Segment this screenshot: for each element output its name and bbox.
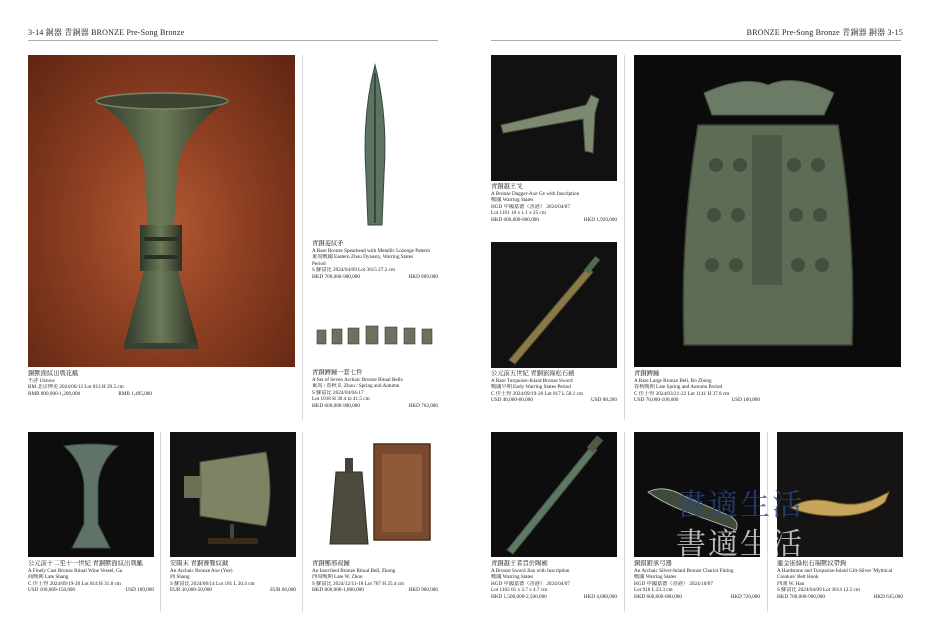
caption-gu2 xyxy=(28,560,154,594)
item-subtitle: 商晚期 Late Shang xyxy=(28,574,69,581)
caption-spearhead xyxy=(312,240,438,281)
caption-sword xyxy=(491,370,617,404)
hammer-price: EUR 66,000 xyxy=(270,587,296,594)
caption-zhong xyxy=(312,560,438,594)
column-divider xyxy=(624,55,625,420)
item-subtitle: 戰國 Warring States xyxy=(491,574,534,581)
header-rule-left xyxy=(28,40,438,41)
item-title: 青銅鄦邢叔鐘 xyxy=(312,560,350,567)
estimate: EUR 30,000-50,000 xyxy=(170,587,212,594)
caption-belt-hook xyxy=(777,560,903,601)
estimate: USD 40,000-60,000 xyxy=(491,397,533,404)
right-page-header: BRONZE Pre-Song Bronze 青銅器 銅器 3-15 xyxy=(746,28,903,37)
item-subtitle: 商 Shang xyxy=(170,574,190,581)
item-sale-info: HGD 中國嘉德（香港） 2024/10/07 xyxy=(634,580,713,587)
item-title: 青銅鎛鐘 xyxy=(634,370,660,377)
turquoise-inlaid-sword-image xyxy=(491,242,617,368)
item-sale-info: C 佳士得 2024/09/19-20 Lot 814 H 31.8 cm xyxy=(28,580,121,587)
item-subtitle: A Bronze Dagger-Axe Ge with Inscription xyxy=(491,190,580,197)
hammer-price: HKD 720,000 xyxy=(730,593,760,600)
item-subtitle: 戰國 Warring States xyxy=(491,197,534,204)
item-title: 青銅越王者旨於睗劍 xyxy=(491,560,548,567)
caption-axe xyxy=(170,560,296,594)
item-sale-info: HGD 中國嘉德（香港） 2024/04/07 xyxy=(491,203,570,210)
estimate: USD 100,000-150,000 xyxy=(28,587,76,594)
hammer-price: HKD 1,920,000 xyxy=(583,216,617,223)
caption-large-bell xyxy=(634,370,760,404)
estimate: HKD 700,000-900,000 xyxy=(777,593,825,600)
item-sale-info: BM 北京博美 2024/06/12 Lot 813 H 29.5 cm xyxy=(28,384,124,391)
hammer-price: HKD 762,000 xyxy=(408,402,438,409)
spearhead-image xyxy=(312,55,438,237)
item-title: 安陽末 青銅饕餮紋鉞 xyxy=(170,560,229,567)
item-subtitle: Period xyxy=(312,260,326,267)
item-sale-info: S 蘇富比 2024/04/09 Lot 3615 27.2 cm xyxy=(312,267,395,274)
bronze-axe-yue-image xyxy=(170,432,296,557)
item-subtitle: A Rare Turquoise-Inlaid Bronze Sword xyxy=(491,377,573,384)
item-subtitle: An Archaic Bronze Axe (Yue) xyxy=(170,567,233,574)
hammer-price: RMB 1,495,000 xyxy=(118,390,152,397)
item-sale-info: Lot 1101 10 x 1.1 x 25 cm xyxy=(491,210,546,217)
estimate: HKD 600,000-900,000 xyxy=(312,402,360,409)
hammer-price: USD 100,800 xyxy=(731,397,760,404)
large-bronze-bell-image xyxy=(634,55,901,367)
item-subtitle: 春秋晚期 Late Spring and Autumn Period xyxy=(634,384,723,391)
estimate: USD 70,000-100,000 xyxy=(634,397,679,404)
caption-chariot-fitting xyxy=(634,560,760,601)
item-title: 銅錯銀承弓器 xyxy=(634,560,672,567)
item-sale-info: Lot 1102 61 x 3.7 x 4.7 cm xyxy=(491,587,548,594)
hammer-price: USD 189,000 xyxy=(125,587,154,594)
item-subtitle: 不詳 Uknow xyxy=(28,377,55,384)
item-subtitle: 東周 / 春秋 E. Zhou / Spring and Autumn xyxy=(312,383,400,390)
item-subtitle: 西漢 W. Han xyxy=(777,580,805,587)
caption-gu-vessel xyxy=(28,370,152,397)
item-subtitle: A Rare Bronze Spearhead with Metallic Lozenge Pattern xyxy=(312,247,430,254)
inscribed-bell-with-box-image xyxy=(312,432,438,557)
bell-set-image xyxy=(312,320,438,348)
item-title: 青銅鎛鐘一套七件 xyxy=(312,369,363,376)
dagger-axe-image xyxy=(491,55,617,181)
item-subtitle: An Archaic Silver-Inlaid Bronze Chariot Fitting xyxy=(634,567,734,574)
caption-sword2 xyxy=(491,560,617,601)
item-subtitle: 東周戰國 Eastern Zhou Dynasty, Warring States xyxy=(312,254,414,261)
item-title: 青銅菱紋矛 xyxy=(312,240,344,247)
hammer-price: HKD 889,000 xyxy=(408,273,438,280)
item-sale-info: Lot 918 L 23.3 cm xyxy=(634,587,673,594)
column-divider xyxy=(302,432,303,612)
item-subtitle: 戰國早期 Early Warring States Period xyxy=(491,384,571,391)
item-sale-info: C 佳士得 2024/09/19-20 Lot 817 L 58.1 cm xyxy=(491,390,584,397)
item-title: 公元前十二至十一世紀 青銅獸面紋出戟觚 xyxy=(28,560,143,567)
estimate: RMB 800,000-1,200,000 xyxy=(28,390,81,397)
estimate: HKD 600,000-800,000 xyxy=(634,593,682,600)
item-subtitle: A Set of Seven Archaic Bronze Ritual Bells xyxy=(312,376,403,383)
item-title: 銅獸面紋出戟花觚 xyxy=(28,370,79,377)
item-sale-info: S 蘇富比 2024/04/09 Lot 3614 12.5 cm xyxy=(777,587,860,594)
hammer-price: HKD 960,000 xyxy=(408,587,438,594)
column-divider xyxy=(302,55,303,420)
item-sale-info: S 蘇富比 2024/12/11-18 Lot 707 H 25.4 cm xyxy=(312,580,405,587)
estimate: HKD 700,000-900,000 xyxy=(312,273,360,280)
watermark: 書適生活 xyxy=(676,527,804,562)
header-rule-right xyxy=(491,40,901,41)
item-title: 公元前五世紀 青銅嵌綠松石劍 xyxy=(491,370,575,377)
item-sale-info: Lot 1018 H 30.4 to 41.5 cm xyxy=(312,396,370,403)
item-title: 鎏金嵌綠松石瑞獸紋帶鉤 xyxy=(777,560,847,567)
column-divider xyxy=(624,432,625,612)
hammer-price: HKD 4,680,000 xyxy=(583,593,617,600)
hammer-price: USD 88,200 xyxy=(591,397,617,404)
caption-dagger-axe xyxy=(491,183,617,224)
yue-king-sword-image xyxy=(491,432,617,557)
hammer-price: HKD 635,000 xyxy=(873,593,903,600)
item-sale-info: C 佳士得 2024/03/21-22 Lot 1141 H 37.8 cm xyxy=(634,390,730,397)
caption-bell-set xyxy=(312,369,438,410)
item-subtitle: 戰國 Warring States xyxy=(634,574,677,581)
estimate: HKD 800,000-1,800,000 xyxy=(312,587,364,594)
column-divider xyxy=(160,432,161,612)
left-page-header: 3-14 銅器 青銅器 BRONZE Pre-Song Bronze xyxy=(28,28,185,37)
estimate: HKD 600,000-800,000 xyxy=(491,216,539,223)
item-subtitle: A Rare Large Bronze Bell, Bo Zhong xyxy=(634,377,712,384)
bronze-gu-wine-vessel-image xyxy=(28,432,154,557)
item-sale-info: HGD 中國嘉德（香港） 2024/04/07 xyxy=(491,580,570,587)
item-sale-info: S 蘇富比 2024/06/14 Lot 181 L 20.4 cm xyxy=(170,580,255,587)
item-subtitle: A Hardstone and Turquoise-Inlaid Gilt-Silver 'Mythical xyxy=(777,567,893,574)
watermark: 書適生活 xyxy=(676,488,804,523)
item-subtitle: A Bronze Sword Jian with Inscription xyxy=(491,567,570,574)
item-subtitle: Creature' Belt Hook xyxy=(777,574,819,581)
item-title: 青銅越王戈 xyxy=(491,183,523,190)
item-subtitle: An Inscribed Bronze Ritual Bell, Zhong xyxy=(312,567,396,574)
estimate: HKD 1,500,000-2,500,000 xyxy=(491,593,547,600)
item-subtitle: 西周晚期 Late W. Zhou xyxy=(312,574,363,581)
bronze-gu-vessel-image xyxy=(28,55,295,367)
item-subtitle: A Finely Cast Bronze Ritual Wine Vessel, Gu xyxy=(28,567,123,574)
item-sale-info: S 蘇富比 2024/04/04-17 xyxy=(312,389,364,396)
